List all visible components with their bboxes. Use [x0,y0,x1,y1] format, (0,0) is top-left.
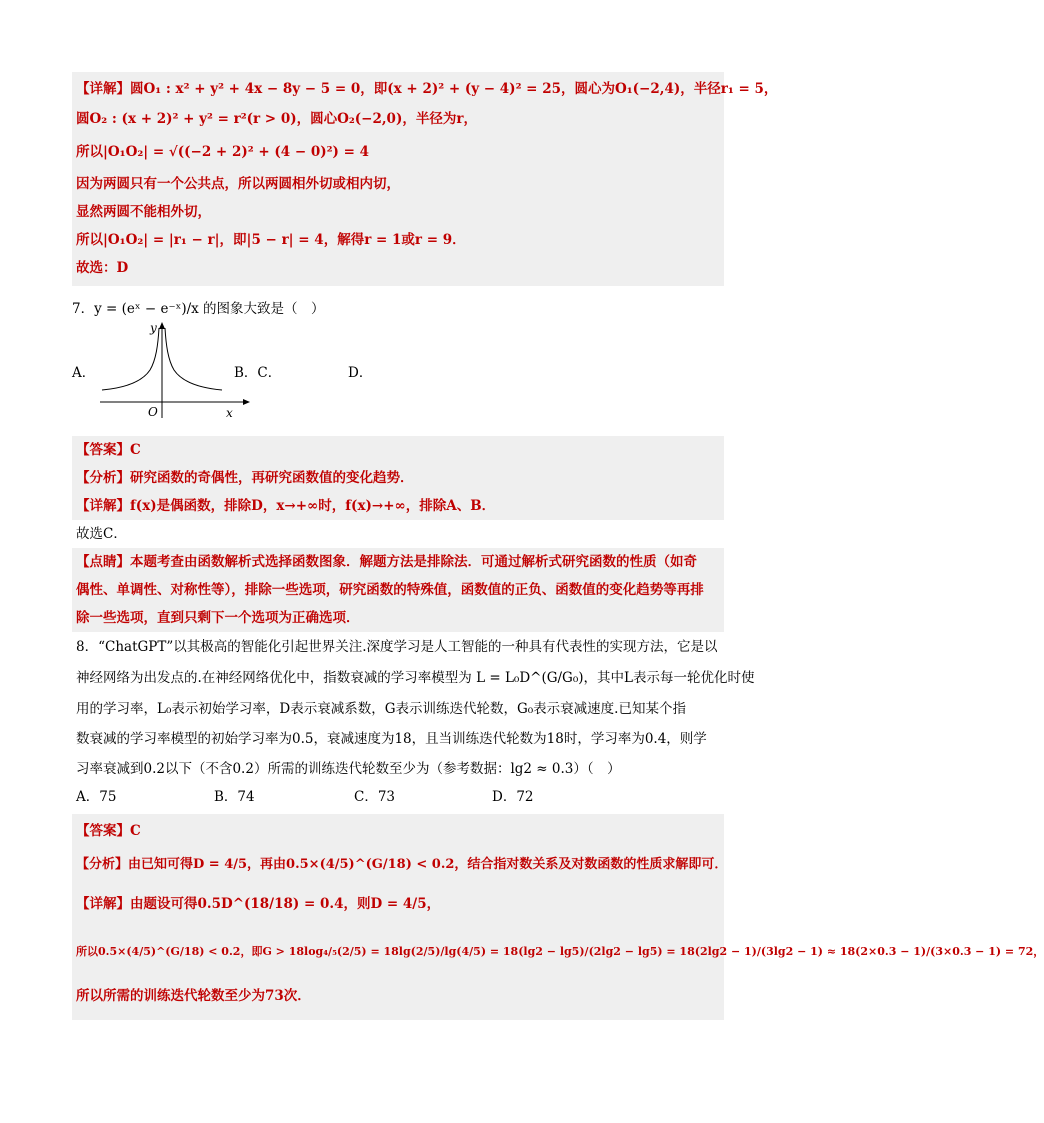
q8-answer: 【答案】C [76,823,141,839]
q7-stem: 7．y = (eˣ − e⁻ˣ)/x 的图象大致是（ ） [72,301,325,317]
q8-options [76,784,720,810]
q6-detail-line-2: 圆O₂ : (x + 2)² + y² = r²(r > 0)，圆心O₂(−2,0)，半径为r， [76,111,477,127]
y-axis-label: y [150,321,157,335]
q6-detail-block [72,72,778,286]
q7-answer: 【答案】C [76,442,141,458]
q7-comment-line-3: 除一些选项，直到只剩下一个选项为正确选项． [76,610,360,626]
q8-stem-line-1: 8．“ChatGPT”以其极高的智能化引起世界关注.深度学习是人工智能的一种具有代表性的实现方法，它是以 [76,639,718,655]
q7-options-row [72,321,724,426]
q7-solution-block [72,436,724,520]
q8-option-b: B．74 [214,789,255,805]
y-axis-arrow [159,322,165,329]
x-axis-label: x [226,406,233,420]
q6-detail-line-6: 所以|O₁O₂| = |r₁ − r|，即|5 − r| = 4，解得r = 1或r = 9． [76,232,466,248]
q7-option-bc-label: B．C． [234,365,282,381]
q6-detail-line-5: 显然两圆不能相外切， [76,204,211,220]
q6-detail-line-3: 所以|O₁O₂| = √((−2 + 2)² + (4 − 0)²) = 4 [76,144,370,160]
curve-left [102,328,159,390]
q8-option-a: A．75 [76,789,117,805]
q8-stem [72,632,755,810]
q8-stem-line-4: 数衰减的学习率模型的初始学习率为0.5，衰减速度为18，且当训练迭代轮数为18时，学习率为0.4，则学 [76,731,707,747]
q8-option-d: D．72 [492,789,534,805]
q7-analysis: 【分析】研究函数的奇偶性，再研究函数值的变化趋势． [76,470,414,486]
origin-label: O [148,405,158,419]
q7-choose: 故选C． [76,526,127,542]
q6-detail-line-1: 【详解】圆O₁ : x² + y² + 4x − 8y − 5 = 0，即(x + 2)² + (y − 4)² = 25，圆心为O₁(−2,4)，半径r₁ = 5， [76,81,778,97]
q7-option-a-graph [94,320,254,420]
curve-right [165,328,222,390]
q8-stem-line-5: 习率衰减到0.2以下（不含0.2）所需的训练迭代轮数至少为（参考数据：lg2 ≈ 0.3）（ ） [76,761,621,777]
q8-analysis: 【分析】由已知可得D = 4/5，再由0.5×(4/5)^(G/18) < 0.2，结合指对数关系及对数函数的性质求解即可． [76,857,728,872]
q8-conclusion: 所以所需的训练迭代轮数至少为73次． [76,988,311,1004]
q8-solution-block [72,814,1044,1020]
q7-option-d-label: D． [348,365,373,381]
q7-detail: 【详解】f(x)是偶函数，排除D，x→+∞时，f(x)→+∞，排除A、B． [76,498,496,514]
q8-stem-line-3: 用的学习率，L₀表示初始学习率，D表示衰减系数，G表示训练迭代轮数，G₀表示衰减速度.已知某个指 [76,701,686,717]
q7-comment-line-1: 【点睛】本题考查由函数解析式选择函数图象．解题方法是排除法．可通过解析式研究函数的性质（如奇 [76,554,697,570]
q8-option-c: C．73 [354,789,396,805]
q8-stem-line-2: 神经网络为出发点的.在神经网络优化中，指数衰减的学习率模型为 L = L₀D^(G/G₀)，其中L表示每一轮优化时使 [76,670,755,686]
q7-option-a-label: A． [72,365,96,381]
q7-comment-line-2: 偶性、单调性、对称性等），排除一些选项，研究函数的特殊值，函数值的正负、函数值的变化趋势等再排 [76,582,704,598]
q7-comment-block [72,548,724,632]
q6-detail-line-4: 因为两圆只有一个公共点，所以两圆相外切或相内切， [76,176,400,192]
document-page [72,72,1044,1020]
q6-detail-line-7: 故选：D [76,260,129,276]
q8-derivation: 所以0.5×(4/5)^(G/18) < 0.2，即G > 18log₄/₅(2/5) = 18lg(2/5)/lg(4/5) = 18(lg2 − lg5)/(2lg2 − lg5) = 18(2lg2 − 1)/(3lg2 − 1) ≈ 18(2×0.3 − 1)/(3×0.3 − 1) = 72， [76,945,1044,958]
x-axis-arrow [243,399,250,405]
q8-detail: 【详解】由题设可得0.5D^(18/18) = 0.4，则D = 4/5， [76,896,441,912]
